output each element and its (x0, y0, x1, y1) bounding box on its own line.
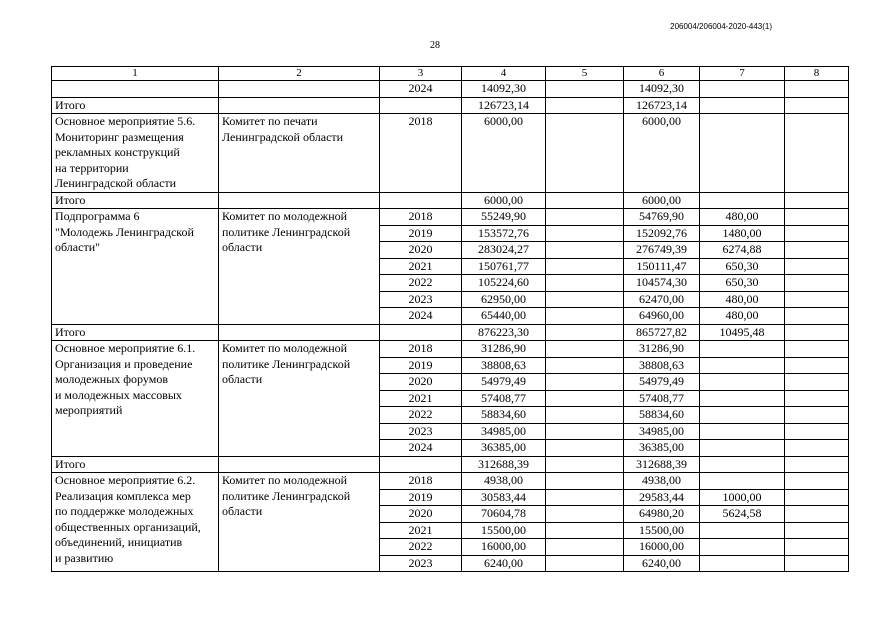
regional-budget-cell: 64960,00 (624, 308, 700, 325)
table-header-row (52, 67, 849, 81)
federal-budget-cell: 480,00 (700, 308, 785, 325)
federal-budget-cell: 10495,48 (700, 324, 785, 341)
table-row (52, 209, 849, 226)
year-cell: 2020 (380, 374, 462, 391)
total-cell: 105224,60 (462, 275, 546, 292)
total-row (52, 456, 849, 473)
activity-name: Основное мероприятие 6.2. Реализация комплекса мер по поддержке молодежных общественных организаций, объединений, инициатив и развитию (52, 473, 219, 572)
total-cell: 876223,30 (462, 324, 546, 341)
total-cell: 31286,90 (462, 341, 546, 358)
regional-budget-cell: 57408,77 (624, 390, 700, 407)
organization-name: Комитет по молодежной политике Ленинградской области (219, 209, 380, 325)
total-cell: 283024,27 (462, 242, 546, 259)
total-row (52, 192, 849, 209)
regional-budget-cell: 62470,00 (624, 291, 700, 308)
regional-budget-cell: 865727,82 (624, 324, 700, 341)
total-cell: 70604,78 (462, 506, 546, 523)
total-label: Итого (52, 324, 219, 341)
federal-budget-cell: 1480,00 (700, 225, 785, 242)
regional-budget-cell: 14092,30 (624, 81, 700, 98)
total-cell: 36385,00 (462, 440, 546, 457)
federal-budget-cell (700, 192, 785, 209)
federal-budget-cell (700, 423, 785, 440)
year-cell: 2022 (380, 539, 462, 556)
federal-budget-cell (700, 114, 785, 193)
regional-budget-cell: 276749,39 (624, 242, 700, 259)
total-cell: 54979,49 (462, 374, 546, 391)
table-row (52, 341, 849, 358)
regional-budget-cell: 29583,44 (624, 489, 700, 506)
year-cell: 2018 (380, 473, 462, 490)
header-cell: 7 (700, 67, 785, 81)
total-cell: 58834,60 (462, 407, 546, 424)
year-cell: 2020 (380, 506, 462, 523)
federal-budget-cell (700, 407, 785, 424)
year-cell: 2021 (380, 258, 462, 275)
regional-budget-cell: 4938,00 (624, 473, 700, 490)
total-cell: 57408,77 (462, 390, 546, 407)
regional-budget-cell: 104574,30 (624, 275, 700, 292)
activity-name: Подпрограмма 6 "Молодежь Ленинградской области" (52, 209, 219, 325)
regional-budget-cell: 126723,14 (624, 97, 700, 114)
regional-budget-cell: 15500,00 (624, 522, 700, 539)
total-cell: 6000,00 (462, 114, 546, 193)
federal-budget-cell (700, 390, 785, 407)
federal-budget-cell (700, 374, 785, 391)
total-cell: 126723,14 (462, 97, 546, 114)
activity-name: Основное мероприятие 5.6. Мониторинг размещения рекламных конструкций на территории Ленинградской области (52, 114, 219, 193)
federal-budget-cell: 1000,00 (700, 489, 785, 506)
year-cell: 2023 (380, 291, 462, 308)
federal-budget-cell: 650,30 (700, 275, 785, 292)
total-cell: 15500,00 (462, 522, 546, 539)
total-cell: 312688,39 (462, 456, 546, 473)
header-cell: 1 (52, 67, 219, 81)
header-cell: 2 (219, 67, 380, 81)
federal-budget-cell (700, 440, 785, 457)
header-cell: 4 (462, 67, 546, 81)
year-cell: 2019 (380, 225, 462, 242)
federal-budget-cell (700, 473, 785, 490)
total-cell: 30583,44 (462, 489, 546, 506)
year-cell: 2020 (380, 242, 462, 259)
total-row (52, 324, 849, 341)
year-cell: 2023 (380, 555, 462, 572)
total-label: Итого (52, 456, 219, 473)
federal-budget-cell (700, 539, 785, 556)
total-cell: 55249,90 (462, 209, 546, 226)
document-id: 206004/206004-2020-443(1) (670, 22, 772, 31)
total-label: Итого (52, 97, 219, 114)
organization-name: Комитет по молодежной политике Ленинградской области (219, 473, 380, 572)
regional-budget-cell: 31286,90 (624, 341, 700, 358)
regional-budget-cell: 6000,00 (624, 114, 700, 193)
federal-budget-cell (700, 522, 785, 539)
year-cell: 2024 (380, 81, 462, 98)
year-cell: 2021 (380, 390, 462, 407)
activity-name: Основное мероприятие 6.1. Организация и проведение молодежных форумов и молодежных массовых мероприятий (52, 341, 219, 457)
federal-budget-cell (700, 81, 785, 98)
year-cell: 2018 (380, 114, 462, 193)
federal-budget-cell (700, 456, 785, 473)
organization-name: Комитет по печати Ленинградской области (219, 114, 380, 193)
regional-budget-cell: 38808,63 (624, 357, 700, 374)
total-cell: 150761,77 (462, 258, 546, 275)
total-cell: 34985,00 (462, 423, 546, 440)
regional-budget-cell: 152092,76 (624, 225, 700, 242)
regional-budget-cell: 54769,90 (624, 209, 700, 226)
total-label: Итого (52, 192, 219, 209)
total-cell: 6000,00 (462, 192, 546, 209)
year-cell: 2021 (380, 522, 462, 539)
total-cell: 153572,76 (462, 225, 546, 242)
year-cell: 2023 (380, 423, 462, 440)
total-cell: 38808,63 (462, 357, 546, 374)
budget-table (51, 66, 849, 572)
header-cell: 3 (380, 67, 462, 81)
table-row (52, 114, 849, 193)
total-cell: 65440,00 (462, 308, 546, 325)
regional-budget-cell: 64980,20 (624, 506, 700, 523)
federal-budget-cell (700, 97, 785, 114)
total-cell: 62950,00 (462, 291, 546, 308)
federal-budget-cell (700, 341, 785, 358)
year-cell: 2022 (380, 407, 462, 424)
regional-budget-cell: 312688,39 (624, 456, 700, 473)
total-row (52, 97, 849, 114)
regional-budget-cell: 6240,00 (624, 555, 700, 572)
regional-budget-cell: 54979,49 (624, 374, 700, 391)
regional-budget-cell: 58834,60 (624, 407, 700, 424)
year-cell: 2024 (380, 308, 462, 325)
regional-budget-cell: 6000,00 (624, 192, 700, 209)
federal-budget-cell: 6274,88 (700, 242, 785, 259)
year-cell: 2018 (380, 341, 462, 358)
federal-budget-cell: 480,00 (700, 291, 785, 308)
total-cell: 16000,00 (462, 539, 546, 556)
federal-budget-cell (700, 555, 785, 572)
year-cell: 2024 (380, 440, 462, 457)
federal-budget-cell (700, 357, 785, 374)
regional-budget-cell: 36385,00 (624, 440, 700, 457)
regional-budget-cell: 150111,47 (624, 258, 700, 275)
page-number: 28 (430, 40, 440, 51)
year-cell: 2022 (380, 275, 462, 292)
year-cell: 2018 (380, 209, 462, 226)
total-cell: 4938,00 (462, 473, 546, 490)
organization-name: Комитет по молодежной политике Ленинградской области (219, 341, 380, 457)
table-row (52, 81, 849, 98)
year-cell: 2019 (380, 489, 462, 506)
table-row (52, 473, 849, 490)
total-cell: 6240,00 (462, 555, 546, 572)
header-cell: 5 (546, 67, 624, 81)
federal-budget-cell: 650,30 (700, 258, 785, 275)
federal-budget-cell: 5624,58 (700, 506, 785, 523)
year-cell: 2019 (380, 357, 462, 374)
regional-budget-cell: 34985,00 (624, 423, 700, 440)
header-cell: 6 (624, 67, 700, 81)
header-cell: 8 (785, 67, 849, 81)
federal-budget-cell: 480,00 (700, 209, 785, 226)
regional-budget-cell: 16000,00 (624, 539, 700, 556)
total-cell: 14092,30 (462, 81, 546, 98)
